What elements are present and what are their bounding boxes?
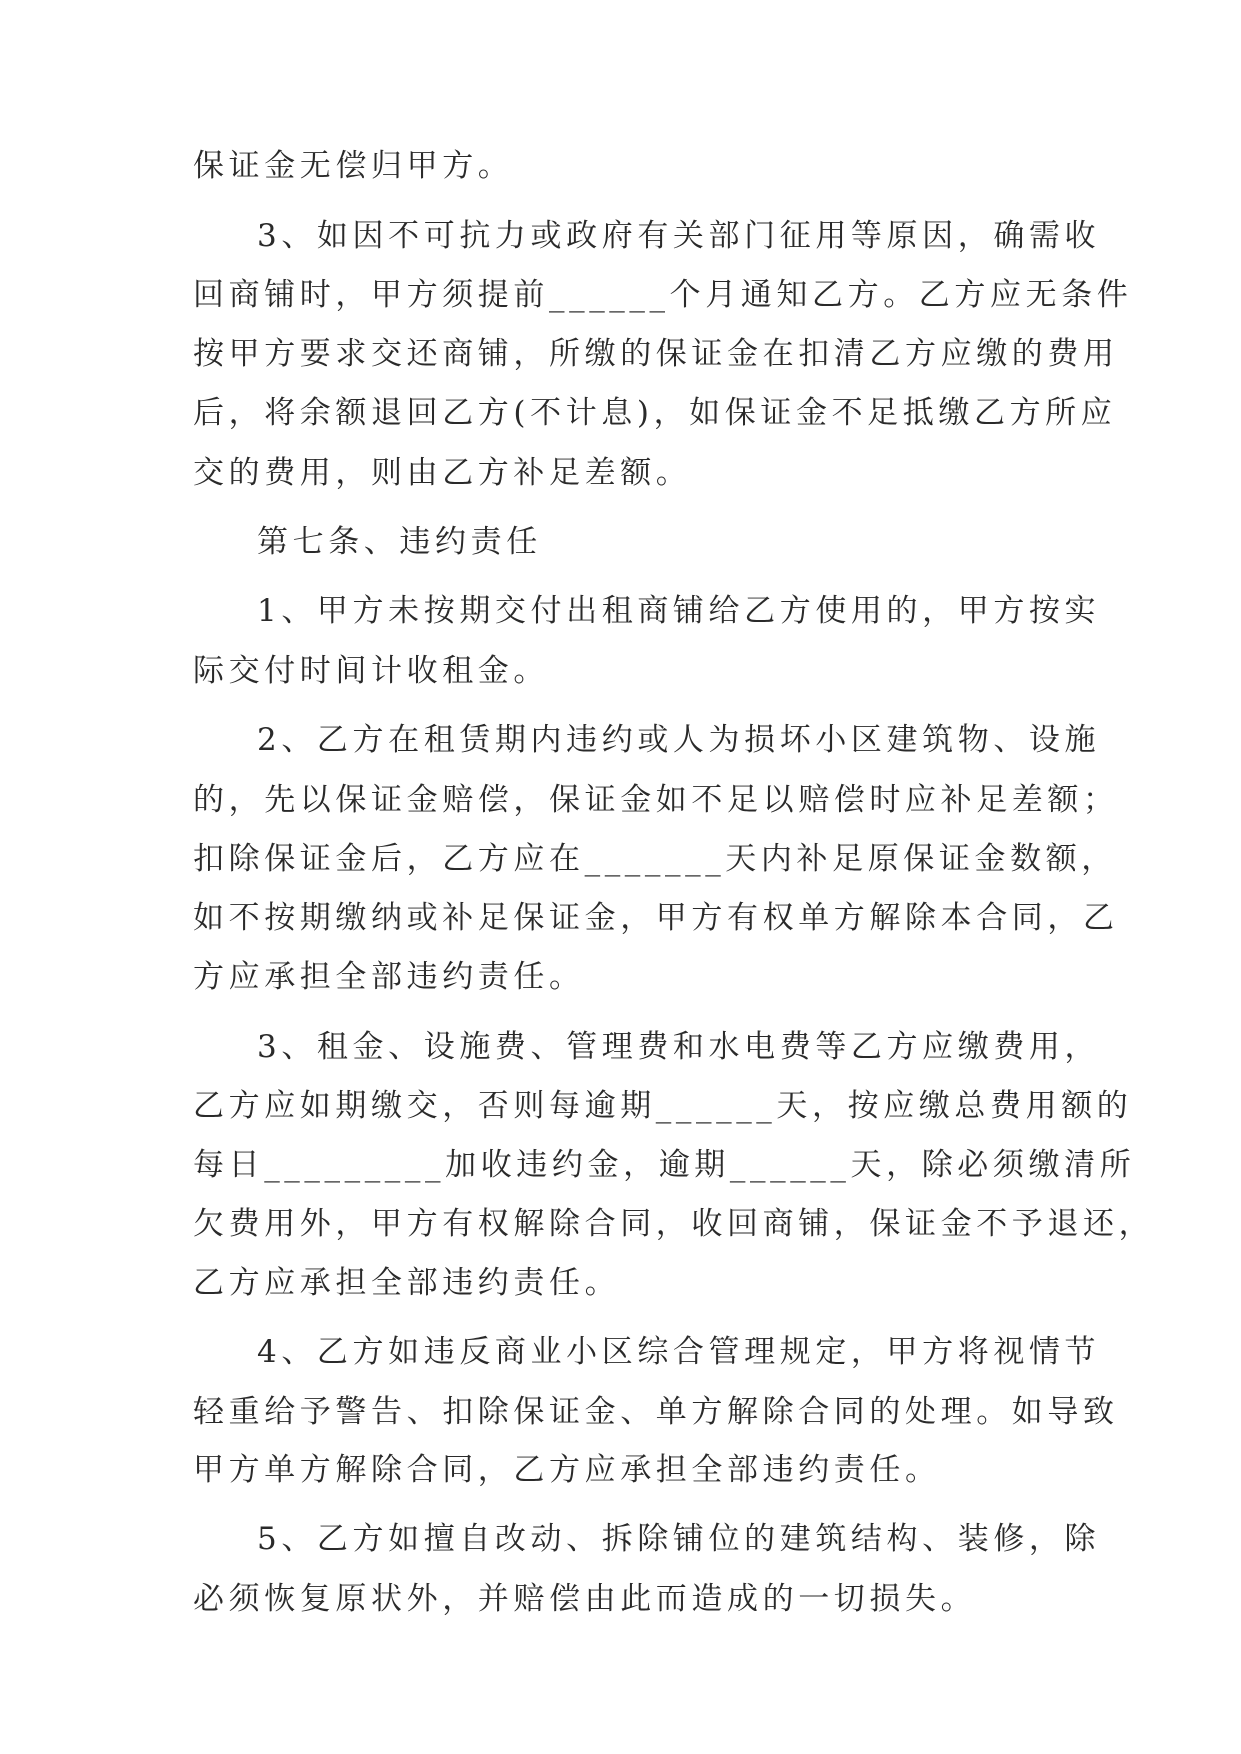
text-line: 按甲方要求交还商铺，所缴的保证金在扣清乙方应缴的费用 xyxy=(193,336,1119,372)
text-line: 每日_________加收违约金，逾期______天，除必须缴清所 xyxy=(193,1147,1136,1183)
text-line: 1、甲方未按期交付出租商铺给乙方使用的，甲方按实 xyxy=(257,593,1101,629)
text-line: 欠费用外，甲方有权解除合同，收回商铺，保证金不予退还， xyxy=(193,1206,1155,1242)
text-line: 轻重给予警告、扣除保证金、单方解除合同的处理。如导致 xyxy=(193,1394,1119,1430)
section-heading: 第七条、违约责任 xyxy=(257,524,542,560)
text-line: 交的费用，则由乙方补足差额。 xyxy=(193,455,692,491)
text-line: 乙方应承担全部违约责任。 xyxy=(193,1265,621,1301)
text-line: 5、乙方如擅自改动、拆除铺位的建筑结构、装修，除 xyxy=(257,1521,1101,1557)
text-line: 4、乙方如违反商业小区综合管理规定，甲方将视情节 xyxy=(257,1334,1101,1370)
text-line: 扣除保证金后，乙方应在_______天内补足原保证金数额， xyxy=(193,841,1117,877)
text-line: 乙方应如期缴交，否则每逾期______天，按应缴总费用额的 xyxy=(193,1088,1133,1124)
text-line: 2、乙方在租赁期内违约或人为损坏小区建筑物、设施 xyxy=(257,722,1101,758)
text-line: 际交付时间计收租金。 xyxy=(193,653,549,689)
text-line: 3、租金、设施费、管理费和水电费等乙方应缴费用， xyxy=(257,1029,1101,1065)
text-line: 的，先以保证金赔偿，保证金如不足以赔偿时应补足差额； xyxy=(193,782,1119,818)
text-line: 甲方单方解除合同，乙方应承担全部违约责任。 xyxy=(193,1452,941,1488)
text-line: 保证金无偿归甲方。 xyxy=(193,148,514,184)
text-line: 3、如因不可抗力或政府有关部门征用等原因，确需收 xyxy=(257,218,1101,254)
text-line: 后，将余额退回乙方(不计息)，如保证金不足抵缴乙方所应 xyxy=(193,395,1117,431)
text-line: 方应承担全部违约责任。 xyxy=(193,959,585,995)
text-line: 如不按期缴纳或补足保证金，甲方有权单方解除本合同，乙 xyxy=(193,900,1119,936)
text-line: 必须恢复原状外，并赔偿由此而造成的一切损失。 xyxy=(193,1581,977,1617)
text-line: 回商铺时，甲方须提前______个月通知乙方。乙方应无条件 xyxy=(193,277,1133,313)
